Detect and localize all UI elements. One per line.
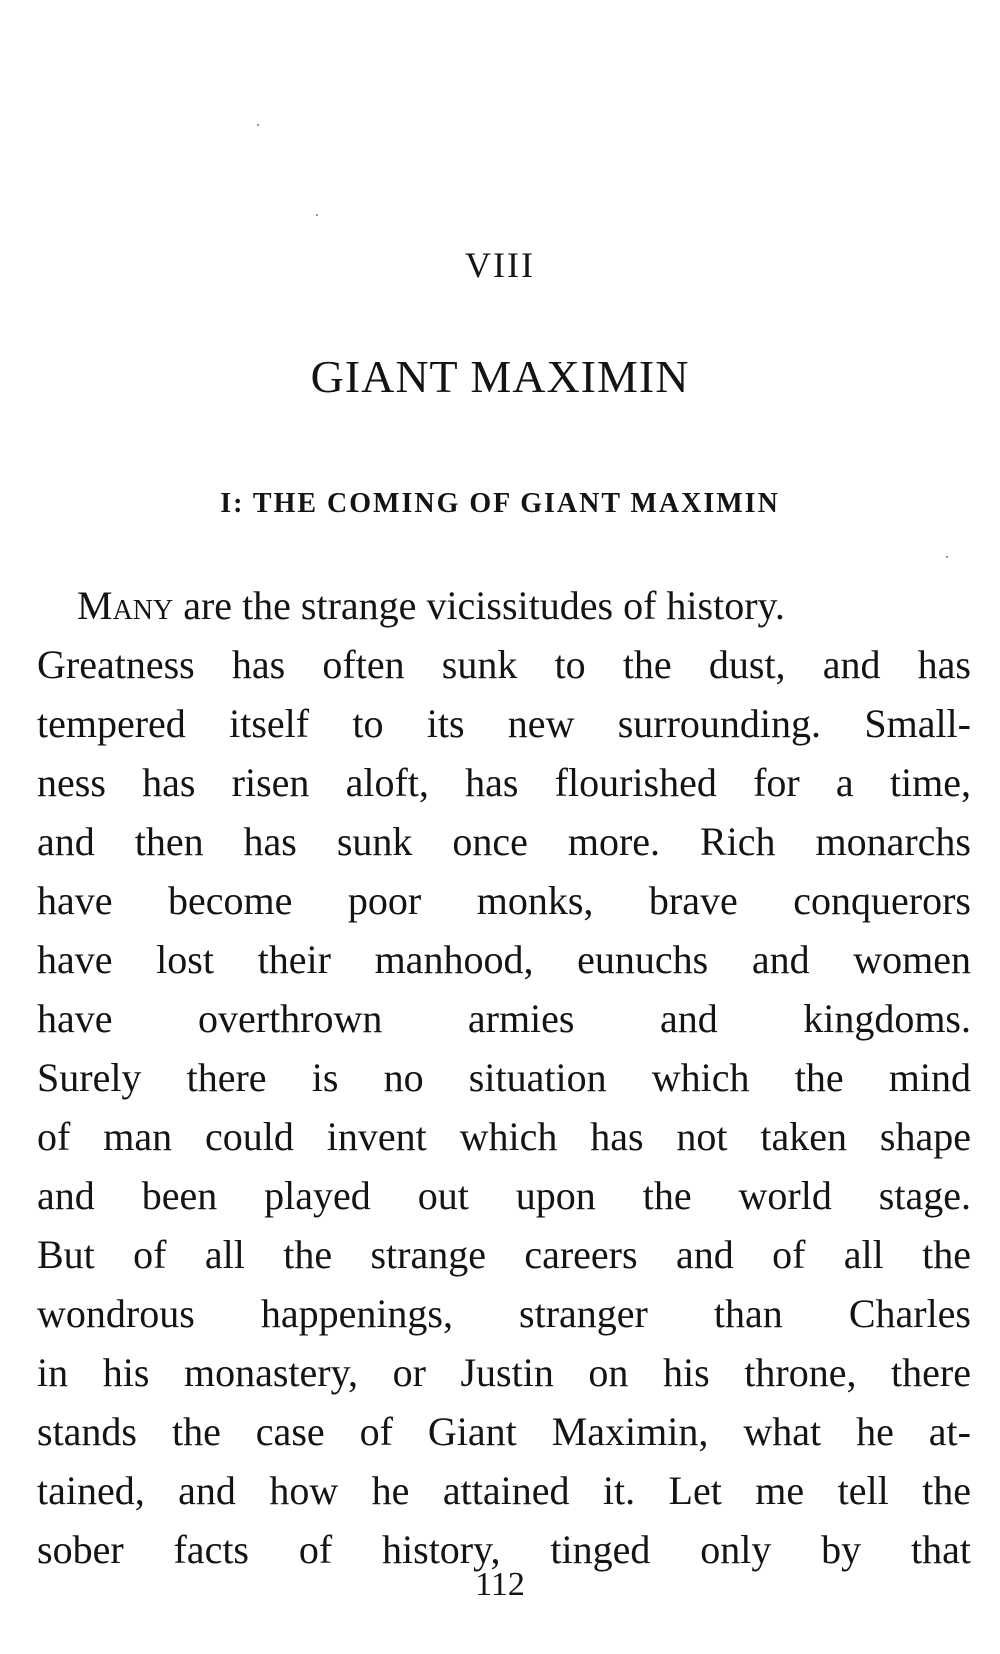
body-line-9: Surely there is no situation which the mind xyxy=(37,1055,971,1100)
paper-speck xyxy=(257,124,259,126)
body-line-3: tempered itself to its new surrounding. Small- xyxy=(37,701,971,746)
body-line-5: and then has sunk once more. Rich monarchs xyxy=(37,819,971,864)
body-line-6: have become poor monks, brave conquerors xyxy=(37,878,971,923)
chapter-number: VIII xyxy=(465,245,535,285)
body-line-4: ness has risen aloft, has flourished for a time, xyxy=(37,760,971,805)
body-line-16: tained, and how he attained it. Let me tell the xyxy=(37,1468,971,1513)
body-line-15: stands the case of Giant Maximin, what he at- xyxy=(37,1409,971,1454)
body-line-12: But of all the strange careers and of all the xyxy=(37,1232,971,1277)
section-title: I: THE COMING OF GIANT MAXIMIN xyxy=(220,488,780,519)
paper-speck xyxy=(946,556,948,558)
body-line-14: in his monastery, or Justin on his throne, there xyxy=(37,1350,971,1395)
paper-speck xyxy=(316,214,318,216)
body-line-11: and been played out upon the world stage. xyxy=(37,1173,971,1218)
body-text xyxy=(37,576,971,1579)
chapter-title: GIANT MAXIMIN xyxy=(310,351,690,402)
body-line-13: wondrous happenings, stranger than Charles xyxy=(37,1291,971,1336)
body-line-10: of man could invent which has not taken shape xyxy=(37,1114,971,1159)
page-number: 112 xyxy=(475,1566,525,1603)
body-line-8: have overthrown armies and kingdoms. xyxy=(37,996,971,1041)
body-line-2: Greatness has often sunk to the dust, and has xyxy=(37,642,971,687)
opening-word: Many xyxy=(77,583,174,628)
body-line-7: have lost their manhood, eunuchs and women xyxy=(37,937,971,982)
body-line-17: sober facts of history, tinged only by that xyxy=(37,1527,971,1572)
body-line-1: Many are the strange vicissitudes of history. xyxy=(77,583,785,628)
